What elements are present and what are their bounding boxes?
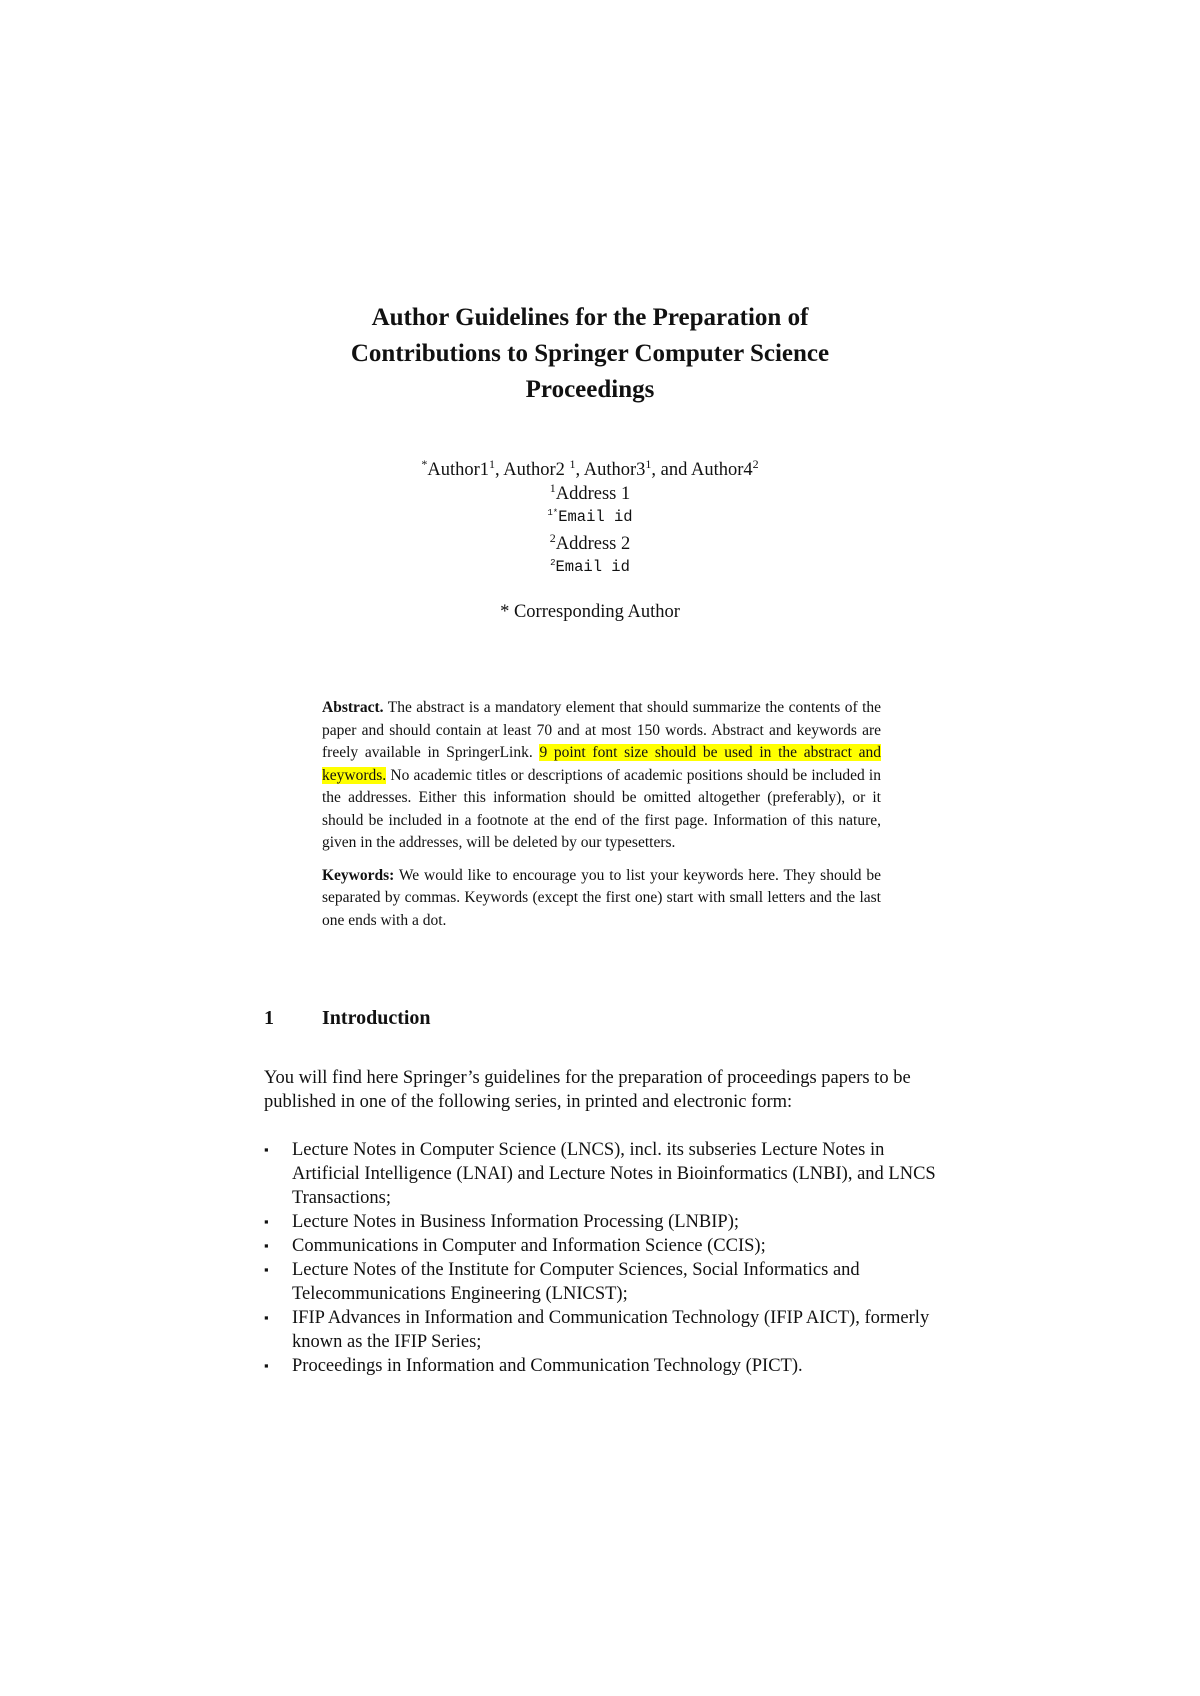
author-3-affiliation: 1 — [645, 456, 652, 471]
email-2-marker: 2 — [550, 557, 556, 568]
address-2-text: Address 2 — [555, 534, 631, 554]
author-list — [300, 458, 880, 482]
author-1-affiliation: 1 — [489, 456, 496, 471]
address-2 — [300, 532, 880, 556]
keywords-text: We would like to encourage you to list your keywords here. They should be separated by commas. Keywords (except the first one) start with small letters and the last one ends with a dot. — [322, 866, 881, 929]
title-line: Author Guidelines for the Preparation of — [371, 304, 809, 331]
address-1-marker: 1 — [549, 480, 556, 495]
author-4: , and Author4 — [651, 460, 753, 480]
author-3: , Author3 — [575, 460, 646, 480]
list-item: ▪ Lecture Notes in Business Information Processing (LNBIP); — [264, 1210, 940, 1234]
author-block — [300, 458, 880, 624]
title-line: Proceedings — [525, 376, 655, 403]
author-2-affiliation: 1 — [569, 456, 576, 471]
paper-title — [300, 300, 880, 408]
abstract-block — [322, 697, 881, 942]
email-1 — [300, 506, 880, 528]
section-title: Introduction — [322, 1007, 431, 1029]
corresponding-star: * — [421, 456, 428, 471]
author-1: Author1 — [427, 460, 490, 480]
address-2-marker: 2 — [549, 530, 556, 545]
section-number: 1 — [264, 1007, 274, 1029]
abstract-text: The abstract is a mandatory element that should summarize the contents of the paper and should contain at least 70 and at most 150 words. Abstract and keywords are freely available in SpringerLink. — [322, 699, 881, 761]
email-1-marker: 1* — [547, 507, 559, 518]
email-2-text: Email id — [555, 558, 630, 576]
list-item: ▪ Lecture Notes of the Institute for Computer Sciences, Social Informatics and Telecommunications Engineering (LNICST); — [264, 1258, 940, 1306]
list-item: ▪ Proceedings in Information and Communication Technology (PICT). — [264, 1354, 940, 1378]
abstract-label: Abstract. — [322, 699, 384, 716]
list-item: ▪ IFIP Advances in Information and Communication Technology (IFIP AICT), formerly known as the IFIP Series; — [264, 1306, 940, 1354]
address-1-text: Address 1 — [555, 484, 631, 504]
email-2 — [300, 556, 880, 578]
abstract-paragraph — [322, 697, 881, 855]
email-1-text: Email id — [558, 508, 633, 526]
author-4-affiliation: 2 — [752, 456, 759, 471]
series-list — [264, 1138, 940, 1378]
keywords-paragraph — [322, 865, 881, 933]
author-2: , Author2 — [495, 460, 570, 480]
section-heading — [264, 1007, 431, 1030]
address-1 — [300, 482, 880, 506]
list-item: ▪ Lecture Notes in Computer Science (LNCS), incl. its subseries Lecture Notes in Artificial Intelligence (LNAI) and Lecture Notes in Bioinformatics (LNBI), and LNCS Transactions; — [264, 1138, 940, 1210]
corresponding-author-note: * Corresponding Author — [500, 602, 680, 622]
title-line: Contributions to Springer Computer Science — [350, 340, 830, 367]
intro-paragraph: You will find here Springer’s guidelines for the preparation of proceedings papers to be published in one of the following series, in printed and electronic form: — [264, 1068, 911, 1112]
section-body — [264, 1066, 940, 1378]
abstract-text-continued: No academic titles or descriptions of academic positions should be included in the addresses. Either this information should be omitted altogether (preferably), or it should be included in a footnote at the end of the first page. Information of this nature, given in the addresses, will be deleted by our typesetters. — [322, 766, 881, 851]
keywords-label: Keywords: — [322, 866, 395, 884]
list-item: ▪ Communications in Computer and Information Science (CCIS); — [264, 1234, 940, 1258]
abstract-highlight: 9 point font size should be used in the abstract and keywords. — [322, 744, 881, 784]
